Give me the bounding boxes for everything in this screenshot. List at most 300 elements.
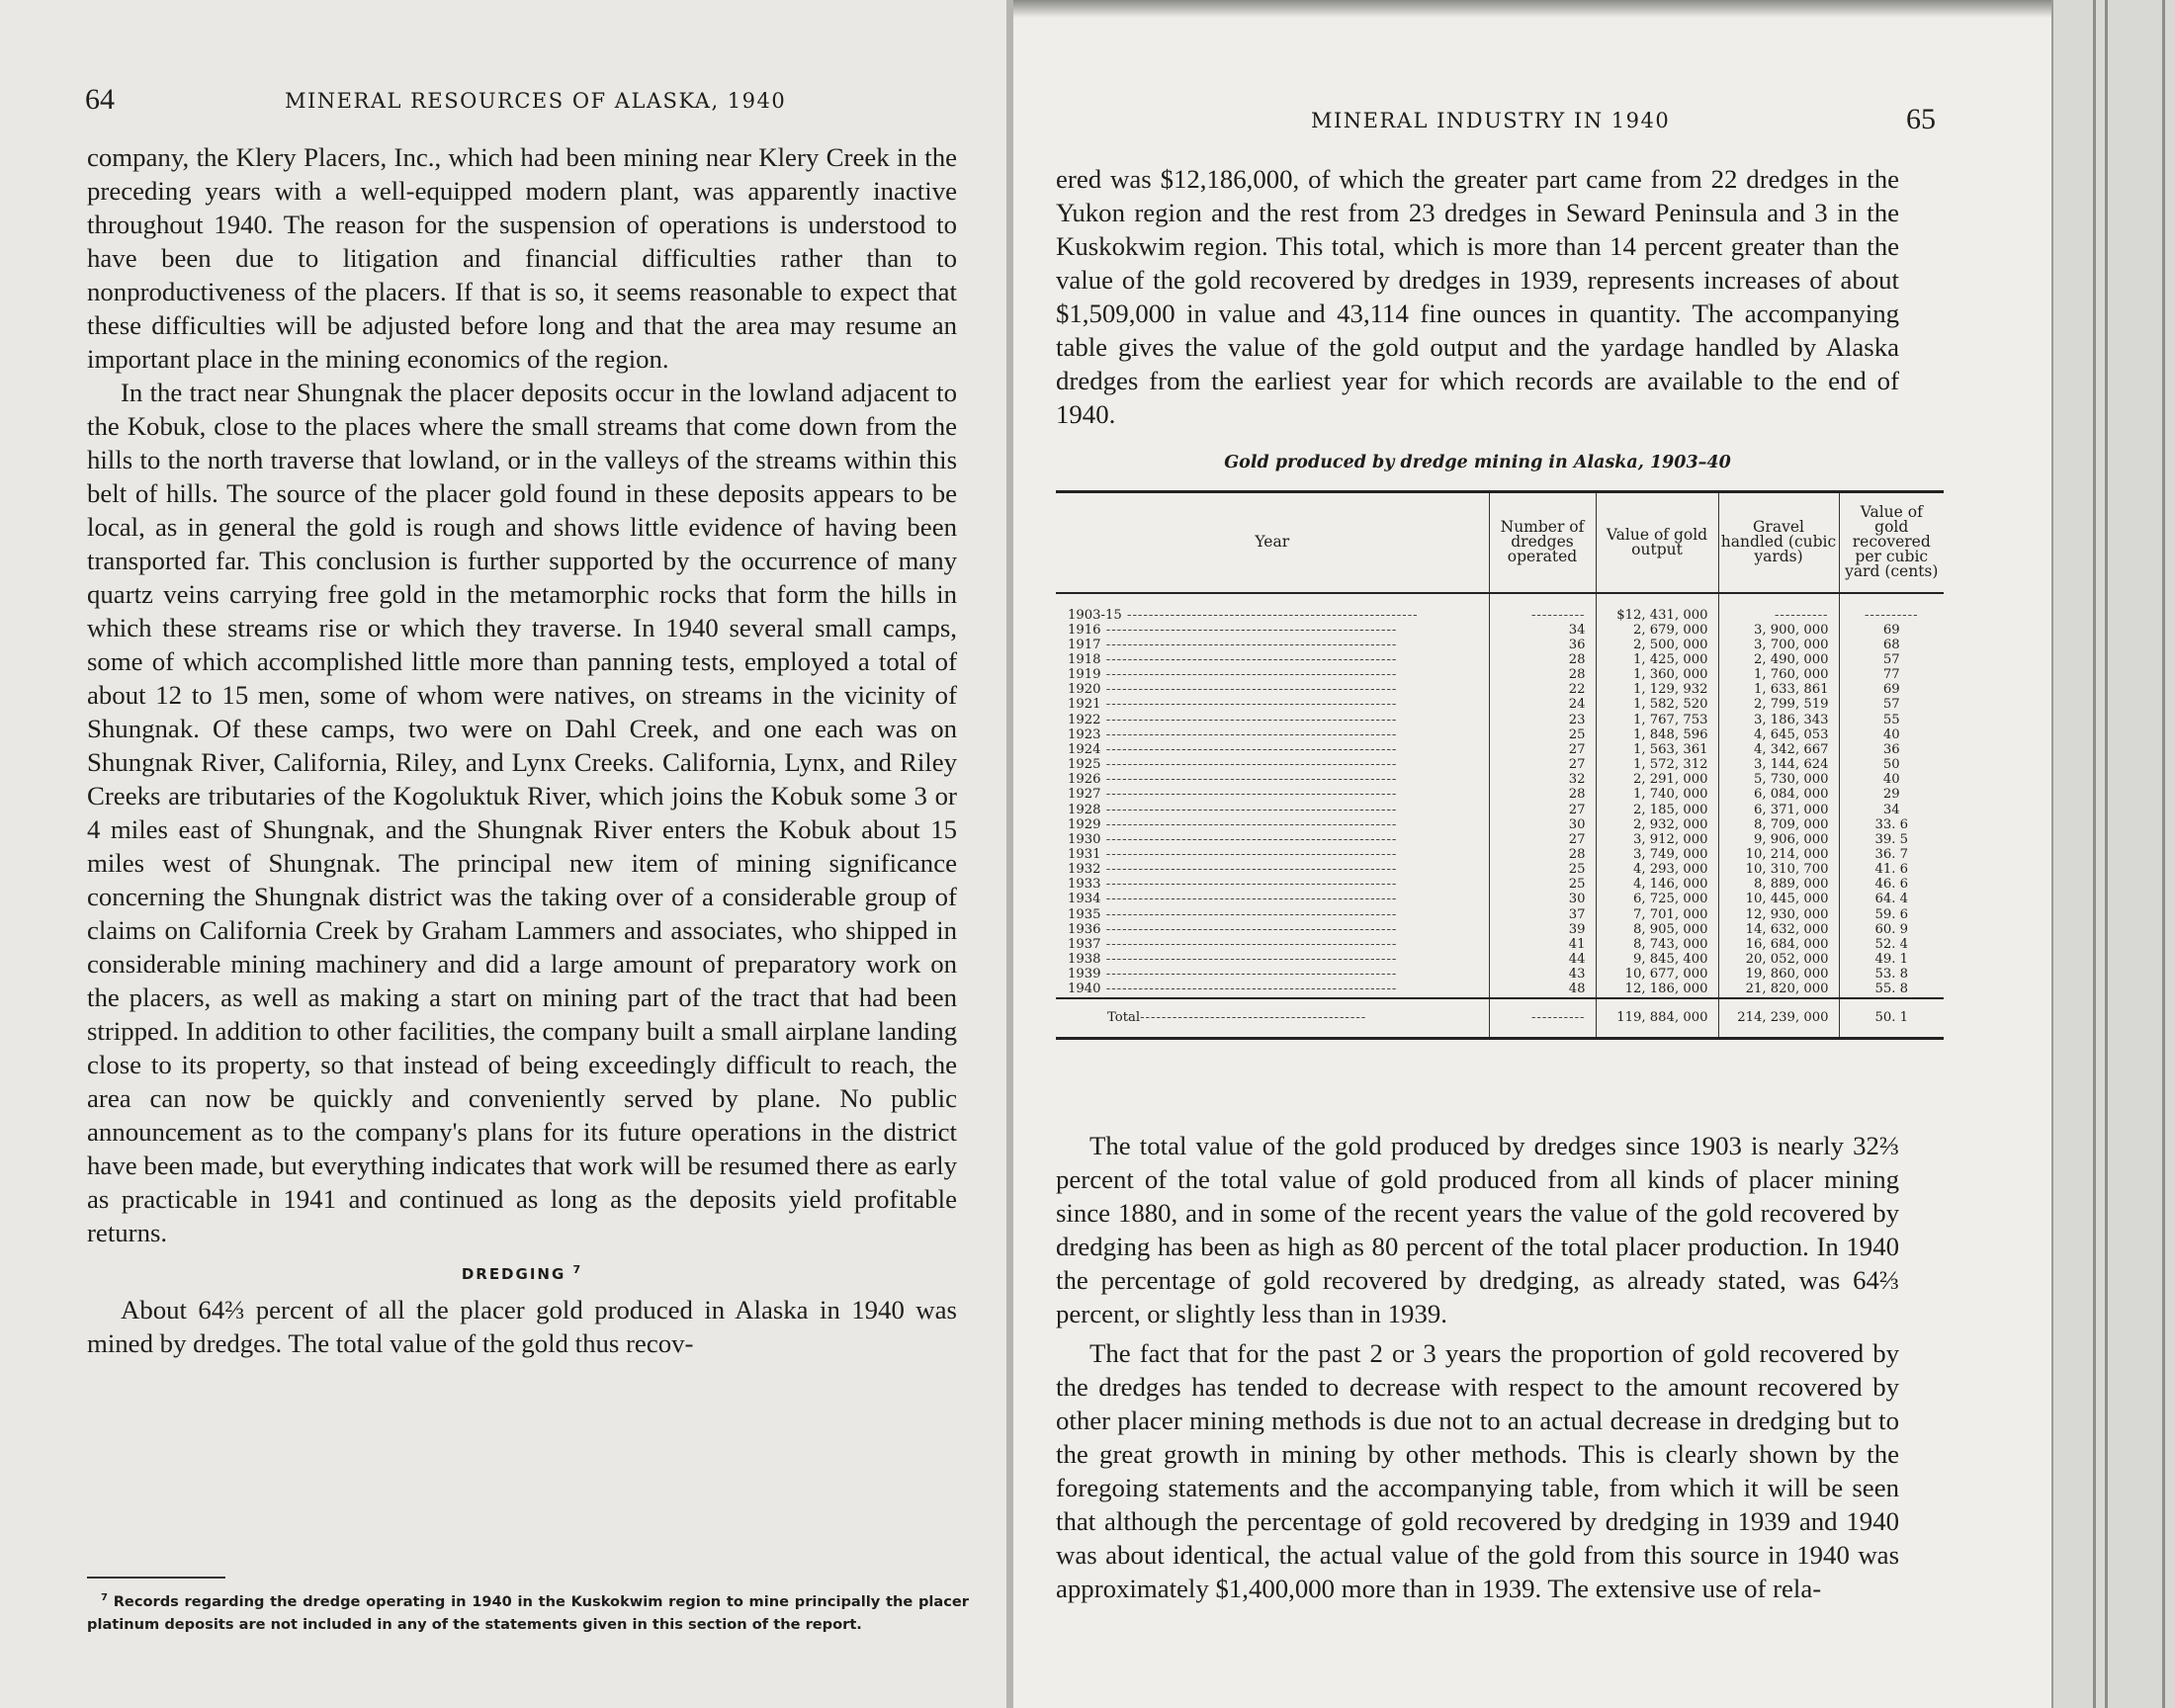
table-row	[1056, 937, 1944, 952]
table-cell	[1489, 682, 1596, 697]
table-spacer-cell	[1596, 593, 1718, 608]
cell-value: 34	[1882, 802, 1900, 817]
table-cell	[1489, 862, 1596, 877]
table-total-cell	[1718, 998, 1839, 1039]
table-cell	[1839, 862, 1944, 877]
table-row	[1056, 907, 1944, 922]
footnote-divider	[87, 1577, 225, 1579]
table-row	[1056, 967, 1944, 982]
cell-value: 2, 291, 000	[1633, 772, 1708, 788]
table-cell	[1718, 922, 1839, 937]
table-row	[1056, 892, 1944, 906]
table-cell: ----------	[1489, 608, 1596, 623]
right-column-bottom-text	[1056, 1129, 1899, 1605]
table-cell: 1936 ------------------------------------------------------	[1068, 921, 1398, 937]
table-cell	[1718, 952, 1839, 967]
cell-value: 3, 144, 624	[1754, 757, 1829, 773]
table-cell	[1839, 922, 1944, 937]
table-cell	[1596, 623, 1718, 638]
cell-value: 2, 679, 000	[1633, 622, 1708, 638]
cell-value: 57	[1882, 697, 1900, 713]
table-total-row	[1056, 998, 1944, 1039]
table-row	[1056, 623, 1944, 638]
cell-value: 49. 1	[1874, 952, 1909, 968]
table-cell	[1489, 937, 1596, 952]
table-cell	[1839, 757, 1944, 772]
cell-value: 1, 633, 861	[1754, 682, 1829, 698]
left-page	[0, 0, 1006, 1708]
scanner-edge	[2051, 0, 2175, 1708]
table-cell	[1596, 817, 1718, 832]
table-cell	[1839, 772, 1944, 787]
table-cell: 1925 ------------------------------------------------------	[1068, 757, 1398, 773]
table-row	[1056, 952, 1944, 967]
cell-value: 37	[1568, 906, 1586, 922]
cell-value: 33. 6	[1874, 816, 1909, 832]
cell-value: 2, 799, 519	[1754, 697, 1829, 713]
table-cell	[1489, 907, 1596, 922]
cell-value: 5, 730, 000	[1754, 772, 1829, 788]
cell-value: 25	[1568, 877, 1586, 893]
table-cell	[1718, 892, 1839, 906]
table-row	[1056, 697, 1944, 712]
table-cell	[1718, 667, 1839, 682]
table-cell	[1839, 937, 1944, 952]
cell-value: 21, 820, 000	[1745, 982, 1829, 997]
cell-value: 1, 767, 753	[1633, 712, 1708, 727]
table-cell	[1718, 697, 1839, 712]
table-cell: 1923 ------------------------------------------------------	[1068, 726, 1398, 742]
table-cell	[1839, 907, 1944, 922]
cell-value: 1938	[1068, 952, 1101, 968]
section-heading-dredging: DREDGING $^7$	[461, 1263, 583, 1283]
table-cell	[1596, 652, 1718, 667]
cell-value: 10, 677, 000	[1624, 967, 1708, 982]
table-cell	[1489, 967, 1596, 982]
table-cell	[1489, 772, 1596, 787]
table-cell	[1596, 982, 1718, 997]
table-row	[1056, 877, 1944, 892]
cell-value: 8, 743, 000	[1633, 936, 1708, 952]
table-cell	[1596, 682, 1718, 697]
cell-value: 4, 293, 000	[1633, 862, 1708, 878]
table-cell	[1718, 877, 1839, 892]
table-cell: 1919 ------------------------------------------------------	[1068, 667, 1398, 683]
table-cell	[1718, 817, 1839, 832]
table-cell	[1489, 713, 1596, 727]
cell-value: 20, 052, 000	[1745, 952, 1829, 968]
table-total-cell	[1839, 998, 1944, 1039]
cell-value: 14, 632, 000	[1745, 921, 1829, 937]
table-cell	[1839, 892, 1944, 906]
table-cell	[1596, 952, 1718, 967]
cell-value: 36	[1568, 637, 1586, 652]
table-cell	[1839, 832, 1944, 847]
cell-value: $12, 431, 000	[1616, 607, 1708, 623]
cell-value: 1, 848, 596	[1633, 726, 1708, 742]
table-cell	[1596, 742, 1718, 757]
cell-value: 36. 7	[1874, 847, 1909, 862]
cell-value: 1, 360, 000	[1633, 667, 1708, 683]
table-cell	[1718, 937, 1839, 952]
table-spacer-cell	[1839, 593, 1944, 608]
cell-value: 1903-15	[1068, 607, 1122, 623]
table-cell	[1596, 787, 1718, 802]
cell-value: 36	[1882, 741, 1900, 757]
cell-value: 1, 129, 932	[1633, 682, 1708, 698]
table-cell	[1718, 772, 1839, 787]
cell-value: 6, 725, 000	[1633, 892, 1708, 907]
right-column-top-text	[1056, 162, 1899, 431]
cell-value: 29	[1882, 787, 1900, 803]
cell-value: 30	[1568, 892, 1586, 907]
cell-value: 1918	[1068, 651, 1101, 667]
table-cell	[1839, 742, 1944, 757]
table-row	[1056, 817, 1944, 832]
cell-value: 1, 563, 361	[1633, 741, 1708, 757]
table-cell	[1489, 847, 1596, 862]
cell-value: 1, 760, 000	[1754, 667, 1829, 683]
header-per-yard: Value of gold recovered per cubic yard (cents)	[1839, 492, 1944, 593]
table-cell	[1839, 982, 1944, 997]
table-cell	[1596, 937, 1718, 952]
cell-value: 1919	[1068, 667, 1101, 683]
table-total-cell	[1596, 998, 1718, 1039]
cell-value: 55	[1882, 712, 1900, 727]
header-dredges: Number of dredges operated	[1489, 492, 1596, 593]
cell-value: 4, 645, 053	[1754, 726, 1829, 742]
table-row	[1056, 742, 1944, 757]
footnote-ref: 7	[572, 1263, 583, 1276]
footnote: $^7$ Records regarding the dredge operating in 1940 in the Kuskokwim region to mine principally the placer platinum deposits are not included in any of the statements given in this section of the report.	[87, 1592, 969, 1633]
table-caption: Gold produced by dredge mining in Alaska, 1903–40	[1224, 453, 1731, 472]
table-cell	[1718, 907, 1839, 922]
cell-value: 1, 572, 312	[1633, 757, 1708, 773]
cell-value: 34	[1568, 622, 1586, 638]
table-cell	[1839, 623, 1944, 638]
table-header-row	[1056, 492, 1944, 593]
cell-value: 40	[1882, 772, 1900, 788]
cell-value: 16, 684, 000	[1745, 936, 1829, 952]
left-page-number: 64	[85, 83, 115, 116]
cell-value: 3, 900, 000	[1754, 622, 1829, 638]
table-cell: 1903-15 ------------------------------------------------------	[1068, 607, 1419, 623]
table-cell	[1596, 772, 1718, 787]
cell-value: 1923	[1068, 726, 1101, 742]
table-cell	[1596, 713, 1718, 727]
cell-value: 27	[1568, 741, 1586, 757]
right-paragraph-2: The total value of the gold produced by dredges since 1903 is nearly 32⅔ percent of the total value of gold produced from all kinds of placer mining since 1880, and in some of the recent years the value of the gold recovered by dredging has been as high as 80 percent of the total placer production. In 1940 the percentage of gold recovered by dredging, as already stated, was 64⅔ percent, or slightly less than in 1939.	[1056, 1131, 1899, 1328]
dredging-paragraph: About 64⅔ percent of all the placer gold produced in Alaska in 1940 was mined by dredges. The total value of the gold thus recov-	[87, 1295, 957, 1358]
table-cell	[1839, 967, 1944, 982]
cell-value: 2, 490, 000	[1754, 651, 1829, 667]
table-cell: 1921 ------------------------------------------------------	[1068, 697, 1398, 713]
cell-value: 1926	[1068, 772, 1101, 788]
table-cell: 1917 ------------------------------------------------------	[1068, 637, 1398, 652]
cell-value: 52. 4	[1874, 936, 1909, 952]
table-cell	[1718, 832, 1839, 847]
total-value: Total	[1107, 1009, 1141, 1025]
cell-value: 57	[1882, 651, 1900, 667]
cell-value: 69	[1882, 622, 1900, 638]
table-cell: 1934 ------------------------------------------------------	[1068, 892, 1398, 907]
cell-value: 1929	[1068, 816, 1101, 832]
table-spacer-cell	[1489, 593, 1596, 608]
cell-value: 4, 146, 000	[1633, 877, 1708, 893]
table-cell	[1718, 742, 1839, 757]
cell-value: 10, 214, 000	[1745, 847, 1829, 862]
table-cell	[1596, 832, 1718, 847]
table-cell	[1839, 847, 1944, 862]
table-cell	[1839, 817, 1944, 832]
cell-value: 1930	[1068, 831, 1101, 847]
table-cell	[1596, 892, 1718, 906]
cell-value: 1936	[1068, 921, 1101, 937]
cell-value: 8, 709, 000	[1754, 816, 1829, 832]
right-paragraph-3: The fact that for the past 2 or 3 years the proportion of gold recovered by the dredges has tended to decrease with respect to the amount recovered by other placer mining methods is due not to an actual decrease in dredging but to the great growth in mining by other methods. This is clearly shown by the foregoing statements and the accompanying table, from which it will be seen that although the percentage of gold recovered by dredging in 1939 and 1940 was about identical, the actual value of the gold from this source in 1940 was approximately $1,400,000 more than in 1939. The extensive use of rela-	[1056, 1338, 1899, 1603]
cell-value: 43	[1568, 967, 1586, 982]
table-cell	[1596, 922, 1718, 937]
cell-value: 6, 084, 000	[1754, 787, 1829, 803]
table-row	[1056, 652, 1944, 667]
table-row	[1056, 803, 1944, 817]
cell-value: 28	[1568, 787, 1586, 803]
cell-value: 68	[1882, 637, 1900, 652]
table-cell	[1596, 638, 1718, 652]
table-cell: 1928 ------------------------------------------------------	[1068, 802, 1398, 817]
cell-value: 39	[1568, 921, 1586, 937]
table-cell	[1596, 697, 1718, 712]
table-cell	[1596, 757, 1718, 772]
table-cell: 1927 ------------------------------------------------------	[1068, 787, 1398, 803]
right-running-head: MINERAL INDUSTRY IN 1940	[1311, 109, 1671, 132]
table-cell: 1935 ------------------------------------------------------	[1068, 906, 1398, 922]
header-gravel: Gravel handled (cubic yards)	[1718, 492, 1839, 593]
table-cell	[1718, 862, 1839, 877]
table-cell: 1924 ------------------------------------------------------	[1068, 741, 1398, 757]
cell-value: 3, 912, 000	[1633, 831, 1708, 847]
total-value: 50. 1	[1874, 1009, 1909, 1025]
cell-value: 19, 860, 000	[1745, 967, 1829, 982]
table-cell	[1718, 652, 1839, 667]
cell-value: 1928	[1068, 802, 1101, 817]
table-row	[1056, 727, 1944, 742]
table-row	[1056, 608, 1944, 623]
left-running-head: MINERAL RESOURCES OF ALASKA, 1940	[285, 89, 787, 113]
cell-value: 1934	[1068, 892, 1101, 907]
cell-value: 27	[1568, 802, 1586, 817]
table-cell: 1937 ------------------------------------------------------	[1068, 936, 1398, 952]
total-value: 214, 239, 000	[1737, 1009, 1829, 1025]
cell-value: 1940	[1068, 982, 1101, 997]
table-cell	[1489, 742, 1596, 757]
table-cell	[1839, 877, 1944, 892]
cell-value: 23	[1568, 712, 1586, 727]
table-spacer-cell	[1718, 593, 1839, 608]
table-cell	[1839, 713, 1944, 727]
table-cell	[1839, 952, 1944, 967]
cell-value: 1925	[1068, 757, 1101, 773]
table-row	[1056, 982, 1944, 997]
left-paragraph-2: In the tract near Shungnak the placer deposits occur in the lowland adjacent to the Kobuk, close to the places where the small streams that come down from the hills to the north traverse that lowland, or in the valleys of the streams within this belt of hills. The source of the placer gold found in these deposits appears to be local, as in general the gold is rough and shows little evidence of having been transported far. This conclusion is further supported by the occurrence of many quartz veins carrying free gold in the metamorphic rocks that form the hills in which these streams rise or which they traverse. In 1940 several small camps, some of which accomplished little more than panning tests, employed a total of about 12 to 15 men, some of whom were natives, on streams in the vicinity of Shungnak. Of these camps, two were on Dahl Creek, and one each was on Shungnak River, California, Riley, and Lynx Creeks. California, Lynx, and Riley Creeks are tributaries of the Kogoluktuk River, which joins the Kobuk some 3 or 4 miles east of Shungnak, and the Shungnak River enters the Kobuk about 15 miles west of Shungnak. The principal new item of mining significance concerning the Shungnak district was the taking over of a considerable group of claims on California Creek by Graham Lammers and associates, who shipped in considerable mining machinery and did a large amount of preparatory work on the placers, as well as making a start on mining part of the tract that had been stripped. In addition to other facilities, the company built a small airplane landing close to its property, so that instead of being exceedingly difficult to reach, the area can now be quickly and conveniently served by plane. No public announcement as to the company's plans for its future operations in the district have been made, but everything indicates that work will be resumed there as early as practicable in 1941 and continued as long as the deposits yield profitable returns.	[87, 378, 957, 1247]
table-cell	[1839, 638, 1944, 652]
cell-value: 27	[1568, 757, 1586, 773]
table-row	[1056, 862, 1944, 877]
cell-value: 69	[1882, 682, 1900, 698]
table-row	[1056, 667, 1944, 682]
cell-value: 6, 371, 000	[1754, 802, 1829, 817]
cell-value: 44	[1568, 952, 1586, 968]
left-column-text	[87, 140, 957, 1360]
table-cell: 1922 ------------------------------------------------------	[1068, 712, 1398, 727]
cell-value: 9, 906, 000	[1754, 831, 1829, 847]
table-cell	[1718, 847, 1839, 862]
cell-value: 4, 342, 667	[1754, 741, 1829, 757]
cell-value: 24	[1568, 697, 1586, 713]
left-paragraph-1: company, the Klery Placers, Inc., which had been mining near Klery Creek in the preceding years with a well-equipped modern plant, was apparently inactive throughout 1940. The reason for the suspension of operations is understood to have been due to litigation and financial difficulties rather than to nonproductiveness of the placers. If that is so, it seems reasonable to expect that these difficulties will be adjusted before long and that the area may resume an important place in the mining economics of the region.	[87, 142, 957, 374]
table-cell	[1489, 832, 1596, 847]
table-cell	[1596, 727, 1718, 742]
cell-value: 25	[1568, 862, 1586, 878]
cell-value: 1922	[1068, 712, 1101, 727]
cell-value: 1932	[1068, 862, 1101, 878]
table-spacer-cell	[1056, 593, 1489, 608]
table-cell: 1932 ------------------------------------------------------	[1068, 862, 1398, 878]
cell-value: 22	[1568, 682, 1586, 698]
cell-value: 1939	[1068, 967, 1101, 982]
cell-value: 12, 930, 000	[1745, 906, 1829, 922]
cell-value: 59. 6	[1874, 906, 1909, 922]
cell-value: 1917	[1068, 637, 1101, 652]
cell-value: 27	[1568, 831, 1586, 847]
table-cell	[1718, 803, 1839, 817]
cell-value: 55. 8	[1874, 982, 1909, 997]
table-row	[1056, 832, 1944, 847]
table-cell	[1718, 787, 1839, 802]
cell-value: 46. 6	[1874, 877, 1909, 893]
cell-value: 1916	[1068, 622, 1101, 638]
table-row	[1056, 922, 1944, 937]
table-total-cell: ----------	[1489, 998, 1596, 1039]
table-cell	[1718, 757, 1839, 772]
table-cell	[1489, 697, 1596, 712]
table-row	[1056, 772, 1944, 787]
table-cell	[1489, 787, 1596, 802]
table-cell	[1839, 803, 1944, 817]
table-cell: ----------	[1839, 608, 1944, 623]
cell-value: 1931	[1068, 847, 1101, 862]
cell-value: 50	[1882, 757, 1900, 773]
table-cell	[1596, 847, 1718, 862]
cell-value: 1937	[1068, 936, 1101, 952]
cell-value: 1935	[1068, 906, 1101, 922]
cell-value: 3, 186, 343	[1754, 712, 1829, 727]
cell-value: 8, 905, 000	[1633, 921, 1708, 937]
table-cell	[1489, 952, 1596, 967]
table-cell: 1920 ------------------------------------------------------	[1068, 682, 1398, 698]
table-cell	[1718, 727, 1839, 742]
table-cell	[1596, 862, 1718, 877]
table-cell	[1489, 727, 1596, 742]
table-cell	[1489, 652, 1596, 667]
cell-value: 1920	[1068, 682, 1101, 698]
cell-value: 10, 445, 000	[1745, 892, 1829, 907]
table-row	[1056, 847, 1944, 862]
table-cell: 1931 ------------------------------------------------------	[1068, 847, 1398, 862]
cell-value: 1, 740, 000	[1633, 787, 1708, 803]
table-row	[1056, 757, 1944, 772]
table-cell: ----------	[1718, 608, 1839, 623]
table-cell	[1718, 982, 1839, 997]
table-cell	[1489, 757, 1596, 772]
table-cell	[1596, 907, 1718, 922]
table-cell	[1489, 817, 1596, 832]
cell-value: 1927	[1068, 787, 1101, 803]
table-row	[1056, 638, 1944, 652]
cell-value: 41. 6	[1874, 862, 1909, 878]
cell-value: 2, 500, 000	[1633, 637, 1708, 652]
table-cell	[1596, 608, 1718, 623]
table-cell	[1718, 967, 1839, 982]
right-paragraph-top: ered was $12,186,000, of which the greater part came from 22 dredges in the Yukon region and the rest from 23 dredges in Seward Peninsula and 3 in the Kuskokwim region. This total, which is more than 14 percent greater than the value of the gold recovered by dredges in 1939, represents increases of about $1,509,000 in value and 43,114 fine ounces in quantity. The accompanying table gives the value of the gold output and the yardage handled by Alaska dredges from the earliest year for which records are available to the end of 1940.	[1056, 164, 1899, 429]
table-cell	[1839, 667, 1944, 682]
table-spacer-row	[1056, 593, 1944, 608]
table-body	[1056, 593, 1944, 1039]
cell-value: 41	[1568, 936, 1586, 952]
right-page-number: 65	[1906, 103, 1936, 135]
cell-value: 3, 749, 000	[1633, 847, 1708, 862]
cell-value: 28	[1568, 651, 1586, 667]
table-cell	[1718, 638, 1839, 652]
table-cell: 1930 ------------------------------------------------------	[1068, 831, 1398, 847]
table-cell	[1489, 877, 1596, 892]
gold-dredge-table	[1056, 490, 1944, 1040]
table-cell	[1839, 787, 1944, 802]
cell-value: 53. 8	[1874, 967, 1909, 982]
table-cell	[1489, 667, 1596, 682]
table-cell: 1938 ------------------------------------------------------	[1068, 952, 1398, 968]
table-cell	[1718, 623, 1839, 638]
table-cell	[1596, 803, 1718, 817]
cell-value: 25	[1568, 726, 1586, 742]
cell-value: 40	[1882, 726, 1900, 742]
table-cell	[1596, 877, 1718, 892]
table-cell	[1489, 623, 1596, 638]
cell-value: 12, 186, 000	[1624, 982, 1708, 997]
cell-value: 32	[1568, 772, 1586, 788]
table-cell: 1933 ------------------------------------------------------	[1068, 877, 1398, 893]
book-gutter	[1006, 0, 1013, 1708]
cell-value: 8, 889, 000	[1754, 877, 1829, 893]
table-cell	[1596, 967, 1718, 982]
table-row	[1056, 713, 1944, 727]
cell-value: 30	[1568, 816, 1586, 832]
cell-value: 48	[1568, 982, 1586, 997]
cell-value: 1933	[1068, 877, 1101, 893]
table-cell	[1489, 638, 1596, 652]
cell-value: 2, 185, 000	[1633, 802, 1708, 817]
cell-value: 10, 310, 700	[1745, 862, 1829, 878]
table-cell: 1916 ------------------------------------------------------	[1068, 622, 1398, 638]
cell-value: 28	[1568, 667, 1586, 683]
table-cell	[1718, 713, 1839, 727]
table-row	[1056, 787, 1944, 802]
cell-value: 2, 932, 000	[1633, 816, 1708, 832]
header-year: Year	[1056, 492, 1489, 593]
cell-value: 1921	[1068, 697, 1101, 713]
cell-value: 60. 9	[1874, 921, 1909, 937]
total-value: 119, 884, 000	[1616, 1009, 1708, 1025]
